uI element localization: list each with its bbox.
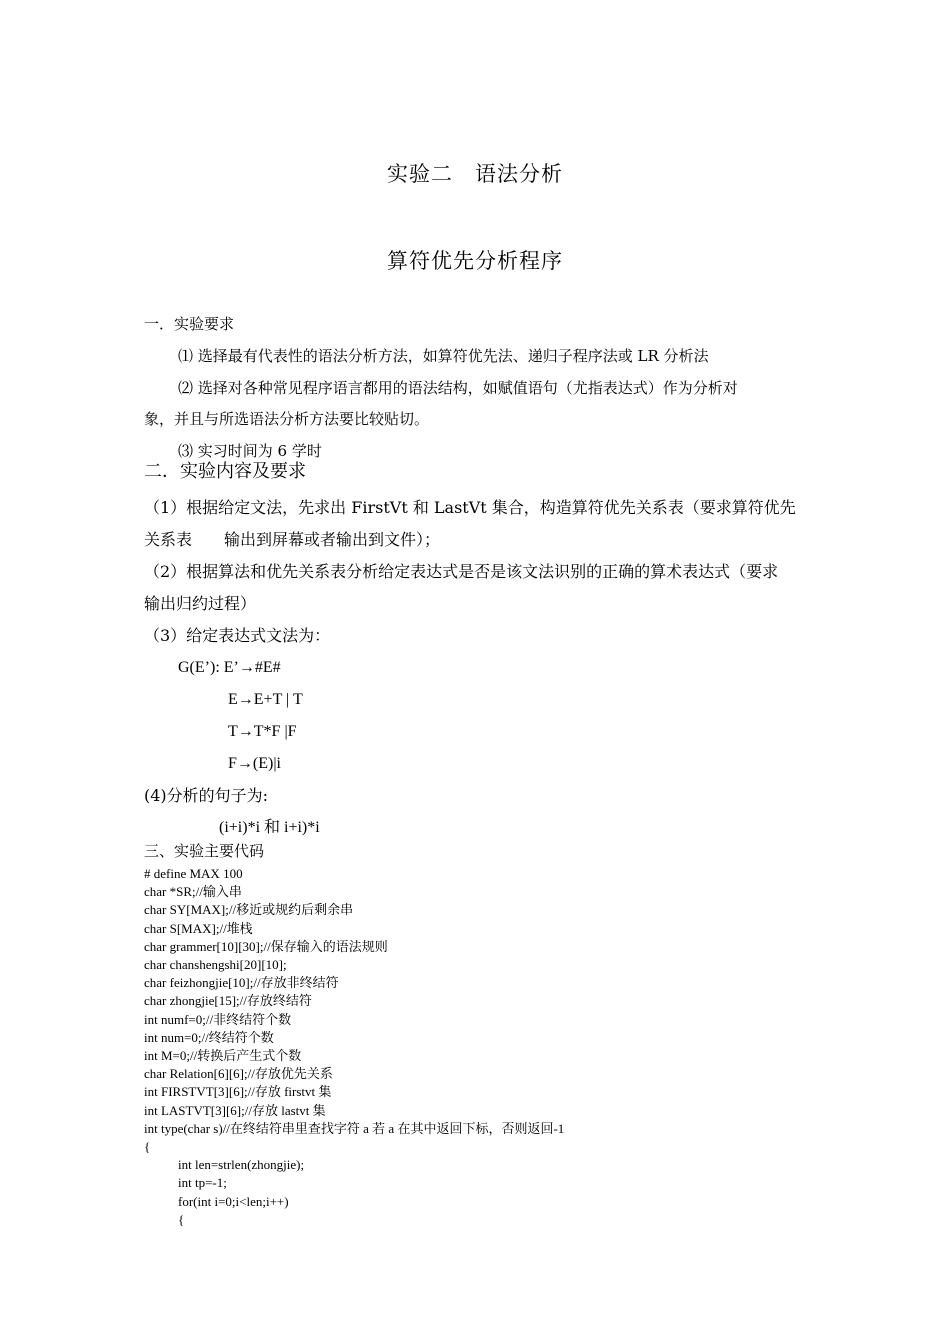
page-subtitle: 算符优先分析程序: [387, 249, 563, 273]
grammar-rule-2: E→E+T | T: [228, 691, 303, 708]
code-line: int type(char s)//在终结符串里查找字符 a 若 a 在其中返回下标，否则返回-1: [144, 1121, 565, 1136]
code-line: int FIRSTVT[3][6];//存放 firstvt 集: [144, 1084, 332, 1099]
code-line: char S[MAX];//堆栈: [144, 921, 253, 936]
code-line: int num=0;//终结符个数: [144, 1030, 274, 1045]
section2-line-2: 关系表 输出到屏幕或者输出到文件）；: [144, 530, 441, 549]
code-line: char zhongjie[15];//存放终结符: [144, 993, 312, 1008]
code-line: int M=0;//转换后产生式个数: [144, 1048, 302, 1063]
code-line: char *SR;//输入串: [144, 884, 242, 899]
section2-heading: 二．实验内容及要求: [144, 461, 306, 482]
sentence-value: (i+i)*i 和 i+i)*i: [219, 819, 320, 836]
code-line: int len=strlen(zhongjie);: [178, 1157, 305, 1172]
section2-line-4: 输出归约过程）: [144, 594, 257, 613]
section1-item-2: ⑵ 选择对各种常见程序语言都用的语法结构，如赋值语句（尤指表达式）作为分析对: [178, 379, 738, 397]
section1-heading: 一．实验要求: [144, 315, 235, 333]
code-line: for(int i=0;i<len;i++): [178, 1194, 289, 1209]
sentence-label: (4)分析的句子为:: [144, 786, 269, 805]
section3-heading: 三、实验主要代码: [144, 842, 265, 860]
page-title: 实验二 语法分析: [387, 162, 563, 186]
code-line: {: [178, 1212, 185, 1227]
code-line: # define MAX 100: [144, 866, 243, 881]
section2-line-5: （3）给定表达式文法为：: [144, 626, 331, 645]
code-line: char Relation[6][6];//存放优先关系: [144, 1066, 333, 1081]
code-line: char chanshengshi[20][10];: [144, 957, 287, 972]
section2-line-3: （2）根据算法和优先关系表分析给定表达式是否是该文法识别的正确的算术表达式（要求: [144, 562, 779, 581]
section1-item-1: ⑴ 选择最有代表性的语法分析方法，如算符优先法、递归子程序法或 LR 分析法: [178, 347, 709, 365]
grammar-rule-1: G(E’): E’→#E#: [178, 659, 281, 676]
section2-line-1: （1）根据给定文法，先求出 FirstVt 和 LastVt 集合，构造算符优先关系表（要求算符优先: [144, 498, 796, 517]
code-line: {: [144, 1139, 151, 1154]
code-line: int LASTVT[3][6];//存放 lastvt 集: [144, 1103, 326, 1118]
code-line: char feizhongjie[10];//存放非终结符: [144, 975, 339, 990]
code-line: int tp=-1;: [178, 1175, 227, 1190]
grammar-rule-4: F→(E)|i: [228, 755, 281, 772]
section1-item-2-cont: 象，并且与所选语法分析方法要比较贴切。: [144, 410, 430, 428]
section1-item-3: ⑶ 实习时间为 6 学时: [178, 442, 322, 460]
code-line: char grammer[10][30];//保存输入的语法规则: [144, 939, 388, 954]
code-line: char SY[MAX];//移近或规约后剩余串: [144, 902, 354, 917]
code-line: int numf=0;//非终结符个数: [144, 1012, 292, 1027]
grammar-rule-3: T→T*F |F: [228, 723, 297, 740]
